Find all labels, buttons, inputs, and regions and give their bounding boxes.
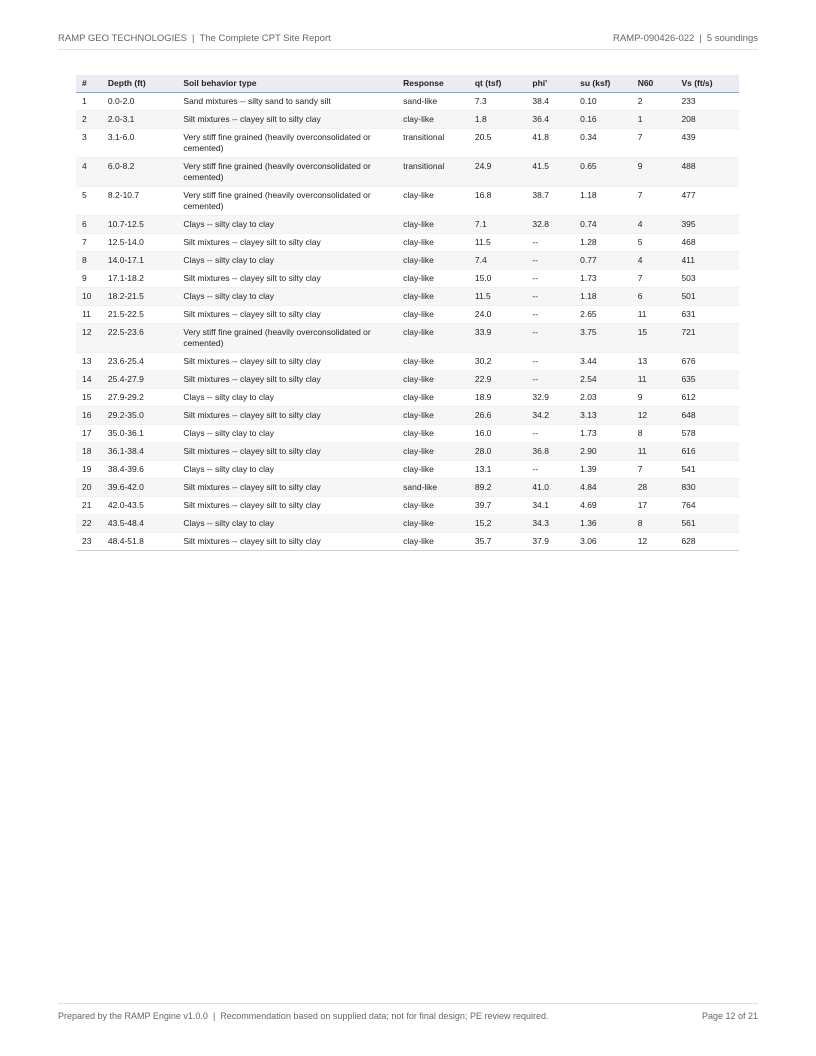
- table-row: [76, 306, 739, 324]
- page-footer: [58, 1003, 758, 1021]
- cell-number: 11: [82, 309, 91, 319]
- cell-su: 3.44: [580, 356, 597, 366]
- cell-soil-type: Silt mixtures -- clayey silt to silty clay: [183, 446, 321, 456]
- cell-phi: 32.8: [532, 219, 549, 229]
- cell-su: 4.69: [580, 500, 597, 510]
- cell-depth: 18.2-21.5: [107, 291, 144, 301]
- cell-n60: 13: [637, 356, 648, 366]
- cell-response: sand-like: [403, 96, 438, 106]
- cell-response: clay-like: [403, 374, 434, 384]
- table-row: [76, 443, 739, 461]
- cell-response: clay-like: [403, 273, 434, 283]
- cell-su: 1.28: [580, 237, 597, 247]
- page-number: Page 12 of 21: [701, 1011, 758, 1021]
- cell-vs: 561: [681, 518, 696, 528]
- cell-response: clay-like: [403, 392, 434, 402]
- cell-qt: 89.2: [474, 482, 492, 492]
- cell-vs: 233: [681, 96, 696, 106]
- table-row: [76, 252, 739, 270]
- cell-depth: 21.5-22.5: [107, 309, 144, 319]
- cell-n60: 6: [637, 291, 643, 301]
- cell-phi: --: [532, 356, 539, 366]
- cell-soil-type: Very stiff fine grained (heavily overconsolidated or cemented): [183, 161, 371, 182]
- cell-number: 2: [82, 114, 87, 124]
- cell-response: clay-like: [403, 356, 434, 366]
- cell-soil-type: Clays -- silty clay to clay: [183, 255, 274, 265]
- cell-qt: 13.1: [474, 464, 492, 474]
- cell-vs: 541: [681, 464, 696, 474]
- cell-su: 1.39: [580, 464, 597, 474]
- cell-vs: 612: [681, 392, 696, 402]
- cell-n60: 4: [637, 219, 643, 229]
- soundings-count: 5 soundings: [706, 33, 758, 44]
- cell-n60: 7: [637, 190, 643, 200]
- cell-su: 0.74: [580, 219, 597, 229]
- cell-response: clay-like: [403, 309, 434, 319]
- cell-qt: 15.2: [474, 518, 492, 528]
- cell-su: 3.13: [580, 410, 597, 420]
- cell-phi: 41.0: [532, 482, 549, 492]
- table-row: [76, 389, 739, 407]
- cell-phi: --: [532, 464, 539, 474]
- cell-phi: --: [532, 273, 539, 283]
- cell-depth: 38.4-39.6: [107, 464, 144, 474]
- cell-depth: 29.2-35.0: [107, 410, 144, 420]
- table-header-row: [76, 75, 739, 93]
- header-left: [58, 33, 331, 44]
- cell-number: 8: [82, 255, 87, 265]
- cell-vs: 830: [681, 482, 696, 492]
- header-right: [613, 33, 758, 44]
- cell-response: clay-like: [403, 255, 434, 265]
- table-row: [76, 234, 739, 252]
- cell-su: 3.75: [580, 327, 597, 337]
- cell-vs: 468: [681, 237, 696, 247]
- cell-su: 1.73: [580, 428, 597, 438]
- cell-phi: --: [532, 327, 539, 337]
- cell-qt: 7.3: [474, 96, 487, 106]
- cell-phi: --: [532, 309, 539, 319]
- cell-n60: 7: [637, 464, 643, 474]
- cell-response: clay-like: [403, 410, 434, 420]
- cell-su: 2.90: [580, 446, 597, 456]
- header-separator: |: [699, 33, 702, 44]
- cell-response: clay-like: [403, 428, 434, 438]
- cell-n60: 5: [637, 237, 643, 247]
- table-row: [76, 270, 739, 288]
- cell-phi: --: [532, 291, 539, 301]
- cell-su: 3.06: [580, 536, 597, 546]
- cell-vs: 631: [681, 309, 696, 319]
- cell-soil-type: Silt mixtures -- clayey silt to silty clay: [183, 114, 321, 124]
- cell-response: clay-like: [403, 291, 434, 301]
- cell-qt: 1.8: [474, 114, 487, 124]
- cell-n60: 8: [637, 428, 643, 438]
- cell-number: 12: [82, 327, 92, 337]
- cell-response: clay-like: [403, 219, 434, 229]
- cell-qt: 16.0: [474, 428, 492, 438]
- col-header-phi: phi': [526, 75, 574, 93]
- cell-qt: 26.6: [474, 410, 492, 420]
- cell-vs: 503: [681, 273, 696, 283]
- cell-soil-type: Silt mixtures -- clayey silt to silty clay: [183, 374, 321, 384]
- cell-depth: 39.6-42.0: [107, 482, 144, 492]
- cell-phi: --: [532, 237, 539, 247]
- cell-n60: 11: [637, 446, 647, 456]
- cell-response: clay-like: [403, 114, 434, 124]
- cell-response: clay-like: [403, 536, 434, 546]
- cell-response: transitional: [403, 132, 445, 142]
- cell-phi: --: [532, 255, 539, 265]
- cell-qt: 28.0: [474, 446, 492, 456]
- cell-vs: 676: [681, 356, 696, 366]
- col-header-depth: Depth (ft): [102, 75, 177, 93]
- cell-response: clay-like: [403, 518, 434, 528]
- cell-qt: 20.5: [474, 132, 492, 142]
- cell-n60: 15: [637, 327, 648, 337]
- disclaimer: Recommendation based on supplied data; not for final design; PE review required.: [220, 1011, 549, 1021]
- cell-number: 16: [82, 410, 92, 420]
- cell-phi: 38.4: [532, 96, 549, 106]
- cell-qt: 16.8: [474, 190, 492, 200]
- cell-depth: 6.0-8.2: [107, 161, 135, 171]
- cell-number: 7: [82, 237, 87, 247]
- cell-soil-type: Silt mixtures -- clayey silt to silty clay: [183, 410, 321, 420]
- cell-qt: 18.9: [474, 392, 492, 402]
- cell-su: 1.18: [580, 291, 597, 301]
- cell-n60: 7: [637, 273, 643, 283]
- cell-soil-type: Clays -- silty clay to clay: [183, 464, 274, 474]
- cell-soil-type: Silt mixtures -- clayey silt to silty clay: [183, 309, 321, 319]
- table-row: [76, 216, 739, 234]
- cell-vs: 578: [681, 428, 696, 438]
- cell-phi: 34.1: [532, 500, 549, 510]
- cell-phi: 32.9: [532, 392, 549, 402]
- cell-su: 4.84: [580, 482, 597, 492]
- cell-soil-type: Silt mixtures -- clayey silt to silty clay: [183, 237, 321, 247]
- col-header-soil-type: Soil behavior type: [177, 75, 397, 93]
- cell-phi: 37.9: [532, 536, 549, 546]
- cell-depth: 36.1-38.4: [107, 446, 144, 456]
- footer-separator: |: [212, 1011, 216, 1021]
- cell-qt: 7.1: [474, 219, 487, 229]
- cell-response: clay-like: [403, 237, 434, 247]
- cell-depth: 22.5-23.6: [107, 327, 144, 337]
- cell-phi: --: [532, 428, 539, 438]
- cell-qt: 24.0: [474, 309, 492, 319]
- cell-su: 2.03: [580, 392, 597, 402]
- cell-n60: 7: [637, 132, 643, 142]
- cell-number: 21: [82, 500, 92, 510]
- cell-vs: 411: [681, 255, 695, 265]
- cell-depth: 43.5-48.4: [107, 518, 144, 528]
- cell-number: 18: [82, 446, 92, 456]
- cell-response: clay-like: [403, 446, 434, 456]
- cell-depth: 2.0-3.1: [107, 114, 135, 124]
- cell-su: 0.16: [580, 114, 597, 124]
- cell-soil-type: Clays -- silty clay to clay: [183, 428, 274, 438]
- cell-soil-type: Silt mixtures -- clayey silt to silty clay: [183, 500, 321, 510]
- table-row: [76, 407, 739, 425]
- cell-vs: 208: [681, 114, 696, 124]
- cell-depth: 42.0-43.5: [107, 500, 144, 510]
- cell-depth: 10.7-12.5: [107, 219, 144, 229]
- cell-su: 2.54: [580, 374, 597, 384]
- col-header-su: su (ksf): [574, 75, 632, 93]
- cell-qt: 15.0: [474, 273, 492, 283]
- col-header-qt: qt (tsf): [469, 75, 527, 93]
- cell-number: 17: [82, 428, 92, 438]
- cell-vs: 648: [681, 410, 696, 420]
- table-row: [76, 288, 739, 306]
- cell-n60: 11: [637, 374, 647, 384]
- cell-depth: 12.5-14.0: [107, 237, 144, 247]
- cell-n60: 9: [637, 392, 643, 402]
- cell-soil-type: Very stiff fine grained (heavily overconsolidated or cemented): [183, 327, 371, 348]
- cell-vs: 501: [681, 291, 696, 301]
- cell-su: 0.10: [580, 96, 597, 106]
- cell-qt: 35.7: [474, 536, 492, 546]
- cell-vs: 488: [681, 161, 696, 171]
- footer-left: [58, 1011, 548, 1021]
- cell-phi: 36.8: [532, 446, 549, 456]
- cell-qt: 11.5: [474, 237, 491, 247]
- cell-number: 13: [82, 356, 92, 366]
- company-name: RAMP GEO TECHNOLOGIES: [58, 33, 187, 44]
- table-row: [76, 533, 739, 551]
- page-header: [58, 33, 758, 50]
- cell-response: sand-like: [403, 482, 438, 492]
- cell-vs: 439: [681, 132, 696, 142]
- cell-response: clay-like: [403, 190, 434, 200]
- cell-number: 20: [82, 482, 92, 492]
- cell-qt: 33.9: [474, 327, 492, 337]
- cell-n60: 4: [637, 255, 643, 265]
- cell-n60: 12: [637, 410, 648, 420]
- cell-soil-type: Very stiff fine grained (heavily overconsolidated or cemented): [183, 190, 371, 211]
- cell-depth: 3.1-6.0: [107, 132, 135, 142]
- cell-soil-type: Clays -- silty clay to clay: [183, 392, 274, 402]
- col-header-n60: N60: [632, 75, 676, 93]
- cell-depth: 23.6-25.4: [107, 356, 144, 366]
- table-row: [76, 158, 739, 187]
- table-row: [76, 93, 739, 111]
- cell-su: 1.73: [580, 273, 597, 283]
- cell-phi: 36.4: [532, 114, 549, 124]
- cell-depth: 0.0-2.0: [107, 96, 135, 106]
- prepared-by: Prepared by the RAMP Engine v1.0.0: [58, 1011, 208, 1021]
- cell-qt: 39.7: [474, 500, 492, 510]
- cell-n60: 28: [637, 482, 648, 492]
- cell-phi: 38.7: [532, 190, 549, 200]
- cell-n60: 9: [637, 161, 643, 171]
- cell-number: 22: [82, 518, 92, 528]
- report-title: The Complete CPT Site Report: [199, 33, 331, 44]
- cell-phi: 34.3: [532, 518, 549, 528]
- cell-depth: 27.9-29.2: [107, 392, 144, 402]
- table-row: [76, 461, 739, 479]
- cell-su: 2.65: [580, 309, 597, 319]
- cell-number: 6: [82, 219, 87, 229]
- cell-vs: 635: [681, 374, 696, 384]
- cell-soil-type: Sand mixtures -- silty sand to sandy silt: [183, 96, 331, 106]
- table-row: [76, 324, 739, 353]
- cell-qt: 30.2: [474, 356, 492, 366]
- cell-n60: 1: [637, 114, 643, 124]
- table-row: [76, 353, 739, 371]
- cell-su: 1.36: [580, 518, 597, 528]
- cell-number: 23: [82, 536, 92, 546]
- cell-n60: 12: [637, 536, 648, 546]
- cell-depth: 48.4-51.8: [107, 536, 144, 546]
- cell-vs: 764: [681, 500, 696, 510]
- cell-n60: 2: [637, 96, 643, 106]
- table-row: [76, 479, 739, 497]
- table-row: [76, 497, 739, 515]
- cell-number: 4: [82, 161, 87, 171]
- cell-number: 14: [82, 374, 92, 384]
- cell-su: 0.77: [580, 255, 597, 265]
- cell-number: 15: [82, 392, 92, 402]
- cell-phi: --: [532, 374, 539, 384]
- cell-number: 5: [82, 190, 87, 200]
- cell-soil-type: Clays -- silty clay to clay: [183, 219, 274, 229]
- cell-response: clay-like: [403, 327, 434, 337]
- cell-n60: 17: [637, 500, 648, 510]
- cell-response: clay-like: [403, 500, 434, 510]
- table-row: [76, 425, 739, 443]
- col-header-vs: Vs (ft/s): [675, 75, 739, 93]
- cell-n60: 8: [637, 518, 643, 528]
- cell-soil-type: Very stiff fine grained (heavily overconsolidated or cemented): [183, 132, 371, 153]
- report-id: RAMP-090426-022: [612, 33, 695, 44]
- cell-qt: 7.4: [474, 255, 487, 265]
- cell-soil-type: Clays -- silty clay to clay: [183, 518, 274, 528]
- cell-su: 0.65: [580, 161, 597, 171]
- cell-soil-type: Clays -- silty clay to clay: [183, 291, 274, 301]
- col-header-response: Response: [397, 75, 469, 93]
- cell-qt: 24.9: [474, 161, 492, 171]
- cell-su: 1.18: [580, 190, 597, 200]
- cell-depth: 17.1-18.2: [107, 273, 144, 283]
- cell-phi: 41.8: [532, 132, 549, 142]
- cell-depth: 35.0-36.1: [107, 428, 144, 438]
- cell-vs: 721: [681, 327, 696, 337]
- table-row: [76, 371, 739, 389]
- cell-number: 3: [82, 132, 87, 142]
- cell-soil-type: Silt mixtures -- clayey silt to silty clay: [183, 482, 321, 492]
- table-row: [76, 515, 739, 533]
- cell-vs: 477: [681, 190, 696, 200]
- cell-soil-type: Silt mixtures -- clayey silt to silty clay: [183, 536, 321, 546]
- cell-su: 0.34: [580, 132, 597, 142]
- cell-depth: 25.4-27.9: [107, 374, 144, 384]
- cell-soil-type: Silt mixtures -- clayey silt to silty clay: [183, 356, 321, 366]
- cell-vs: 395: [681, 219, 696, 229]
- cell-n60: 11: [637, 309, 647, 319]
- table-row: [76, 129, 739, 158]
- soil-layers-table: [76, 75, 739, 551]
- cell-number: 19: [82, 464, 92, 474]
- cell-qt: 22.9: [474, 374, 492, 384]
- col-header-number: #: [76, 75, 102, 93]
- header-separator: |: [191, 33, 195, 44]
- cell-response: clay-like: [403, 464, 434, 474]
- table-row: [76, 111, 739, 129]
- cell-number: 1: [82, 96, 87, 106]
- cell-response: transitional: [403, 161, 445, 171]
- cell-soil-type: Silt mixtures -- clayey silt to silty clay: [183, 273, 321, 283]
- cell-vs: 616: [681, 446, 696, 456]
- cell-number: 9: [82, 273, 87, 283]
- cell-vs: 628: [681, 536, 696, 546]
- cell-phi: 34.2: [532, 410, 549, 420]
- table-row: [76, 187, 739, 216]
- table-body: [76, 93, 739, 551]
- cell-depth: 14.0-17.1: [107, 255, 144, 265]
- cell-depth: 8.2-10.7: [107, 190, 140, 200]
- cell-qt: 11.5: [474, 291, 491, 301]
- cell-number: 10: [82, 291, 92, 301]
- cell-phi: 41.5: [532, 161, 549, 171]
